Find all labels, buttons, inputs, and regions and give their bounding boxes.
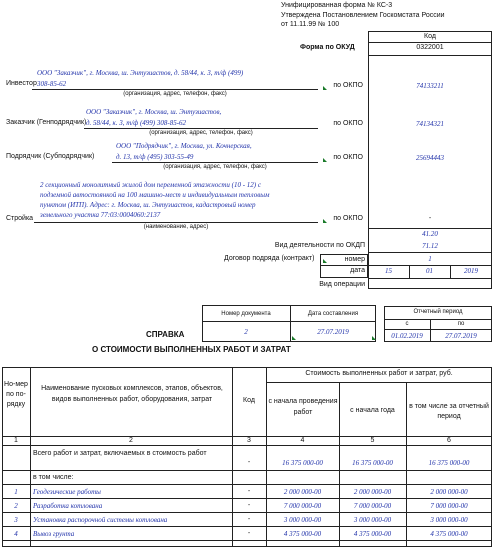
row-3-code: -: [247, 516, 251, 523]
okdp-label: Вид деятельности по ОКДП: [274, 242, 365, 249]
doc-number: 2: [244, 328, 248, 336]
construction-text-2: подземной автостоянкой на 100 машино-мест и индивидуальным тепловым: [40, 191, 270, 199]
col-period-header: в том числе за отчетный период: [409, 403, 489, 420]
contractor-okpo: 25694443: [416, 154, 444, 162]
certificate-title: СПРАВКА: [146, 330, 185, 339]
approved-text: Утверждена Постановлением Госкомстата России: [281, 12, 445, 19]
customer-text-2: д. 58/44, к. 3, т/ф (499) 308-85-62: [86, 119, 187, 127]
contract-label: Договор подряда (контракт): [224, 255, 315, 262]
construction-caption: (наименование, адрес): [143, 224, 209, 230]
row-2-name: Разработка котлована: [33, 502, 103, 510]
form-title: Унифицированная форма № КС-3: [281, 2, 393, 9]
customer-text-1: ООО "Заказчик", г. Москва, ш. Энтузиастов,: [86, 108, 222, 116]
contractor-label: Подрядчик (Субподрядчик): [6, 153, 95, 160]
row-4-from-start: 4 375 000-00: [283, 530, 322, 538]
row-2-period: 7 000 000-00: [430, 502, 468, 510]
date-day: 15: [385, 267, 392, 275]
doc-number-label: Номер документа: [221, 311, 271, 317]
construction-okpo-label: по ОКПО: [333, 215, 363, 222]
construction-okpo: -: [428, 215, 432, 222]
period-from: 01.02.2019: [391, 332, 423, 340]
contractor-text-1: ООО "Подрядчик", г. Москва, ул. Кочнерская,: [116, 142, 252, 150]
contractor-text-2: д. 13, т/ф (495) 303-55-49: [116, 153, 194, 161]
operation-label: Вид операции: [319, 281, 365, 288]
total-from-year: 16 375 000-00: [352, 459, 393, 467]
investor-caption: (организация, адрес, телефон, факс): [123, 91, 227, 97]
row-2-code: -: [247, 502, 251, 509]
customer-okpo-label: по ОКПО: [333, 120, 363, 127]
including-label: в том числе:: [33, 474, 74, 481]
doc-date: 27.07.2019: [317, 328, 349, 336]
okdp-value-2: 71.12: [422, 242, 438, 250]
date-year: 2019: [464, 267, 478, 275]
col-from-year-header: с начала года: [350, 407, 395, 414]
number-value: 1: [428, 255, 432, 263]
row-2-from-start: 7 000 000-00: [283, 502, 322, 510]
approved-date: от 11.11.99 № 100: [281, 21, 340, 28]
row-2-from-year: 7 000 000-00: [353, 502, 392, 510]
number-label: номер: [344, 256, 365, 263]
col-num-header: Но-мер по по-рядку: [4, 381, 28, 408]
idx-4: 4: [300, 437, 305, 444]
customer-okpo: 74134321: [416, 120, 444, 128]
total-period: 16 375 000-00: [428, 459, 470, 467]
row-1-period: 2 000 000-00: [430, 488, 468, 496]
investor-okpo: 74133211: [416, 82, 444, 90]
row-3-name: Установка распорочной системы котлована: [33, 516, 168, 524]
row-3-from-start: 3 000 000-00: [283, 516, 322, 524]
period-label: Отчетный период: [413, 309, 463, 315]
row-4-num: 4: [14, 530, 18, 538]
date-month: 01: [426, 267, 433, 275]
row-1-code: -: [247, 488, 251, 495]
col-from-start-header: с начала проведения работ: [268, 398, 338, 416]
period-to: 27.07.2019: [445, 332, 477, 340]
doc-date-label: Дата составления: [307, 311, 359, 317]
row-2-num: 2: [14, 502, 18, 510]
idx-6: 6: [447, 437, 451, 444]
construction-text-3: пунктом (ИТП). Адрес: г. Москва, ш. Энтузиастов, кадастровый номер: [40, 201, 256, 209]
idx-1: 1: [14, 437, 18, 444]
row-4-name: Вывоз грунта: [33, 530, 75, 538]
col-cost-group-header: Стоимость выполненных работ и затрат, руб.: [305, 370, 453, 377]
contractor-okpo-label: по ОКПО: [333, 154, 363, 161]
okud-label: Форма по ОКУД: [300, 44, 355, 51]
okdp-value-1: 41.20: [422, 230, 438, 238]
certificate-subtitle: О СТОИМОСТИ ВЫПОЛНЕННЫХ РАБОТ И ЗАТРАТ: [92, 345, 291, 354]
date-label: дата: [350, 267, 365, 274]
col-code-header: Код: [243, 397, 255, 404]
row-1-from-year: 2 000 000-00: [353, 488, 392, 496]
row-4-code: -: [247, 530, 251, 537]
row-4-period: 4 375 000-00: [430, 530, 468, 538]
row-1-from-start: 2 000 000-00: [283, 488, 322, 496]
construction-text-1: 2 секционный монолитный жилой дом переменной этажности (10 - 12) с: [40, 181, 261, 189]
investor-label: Инвестор: [6, 80, 37, 87]
idx-2: 2: [129, 437, 133, 444]
total-from-start: 16 375 000-00: [282, 459, 323, 467]
row-1-name: Геодезические работы: [33, 488, 101, 496]
row-3-num: 3: [14, 516, 18, 524]
period-from-label: с: [405, 321, 409, 327]
okud-value: 0322001: [416, 44, 444, 51]
row-3-from-year: 3 000 000-00: [353, 516, 392, 524]
row-1-num: 1: [14, 488, 18, 496]
contractor-caption: (организация, адрес, телефон, факс): [163, 164, 267, 170]
kod-label: Код: [424, 33, 436, 40]
idx-3: 3: [247, 437, 251, 444]
construction-text-4: земельного участка 77:03:0004060:2137: [40, 211, 161, 219]
construction-label: Стройка: [6, 215, 34, 222]
total-code: -: [247, 459, 251, 466]
investor-text-2: 308-85-62: [37, 80, 67, 88]
investor-text-1: ООО "Заказчик", г. Москва, ш. Энтузиастов, д. 58/44, к. 3, т/ф (499): [37, 69, 244, 77]
customer-label: Заказчик (Генподрядчик): [6, 119, 87, 126]
idx-5: 5: [370, 437, 375, 444]
total-label: Всего работ и затрат, включаемых в стоимость работ: [33, 450, 207, 457]
investor-okpo-label: по ОКПО: [333, 82, 363, 89]
period-to-label: по: [457, 321, 465, 327]
customer-caption: (организация, адрес, телефон, факс): [149, 130, 253, 136]
col-name-header: Наименование пусковых комплексов, этапов, объектов, видов выполненных работ, оборудования, затрат: [41, 385, 223, 403]
row-3-period: 3 000 000-00: [430, 516, 468, 524]
row-4-from-year: 4 375 000-00: [353, 530, 392, 538]
